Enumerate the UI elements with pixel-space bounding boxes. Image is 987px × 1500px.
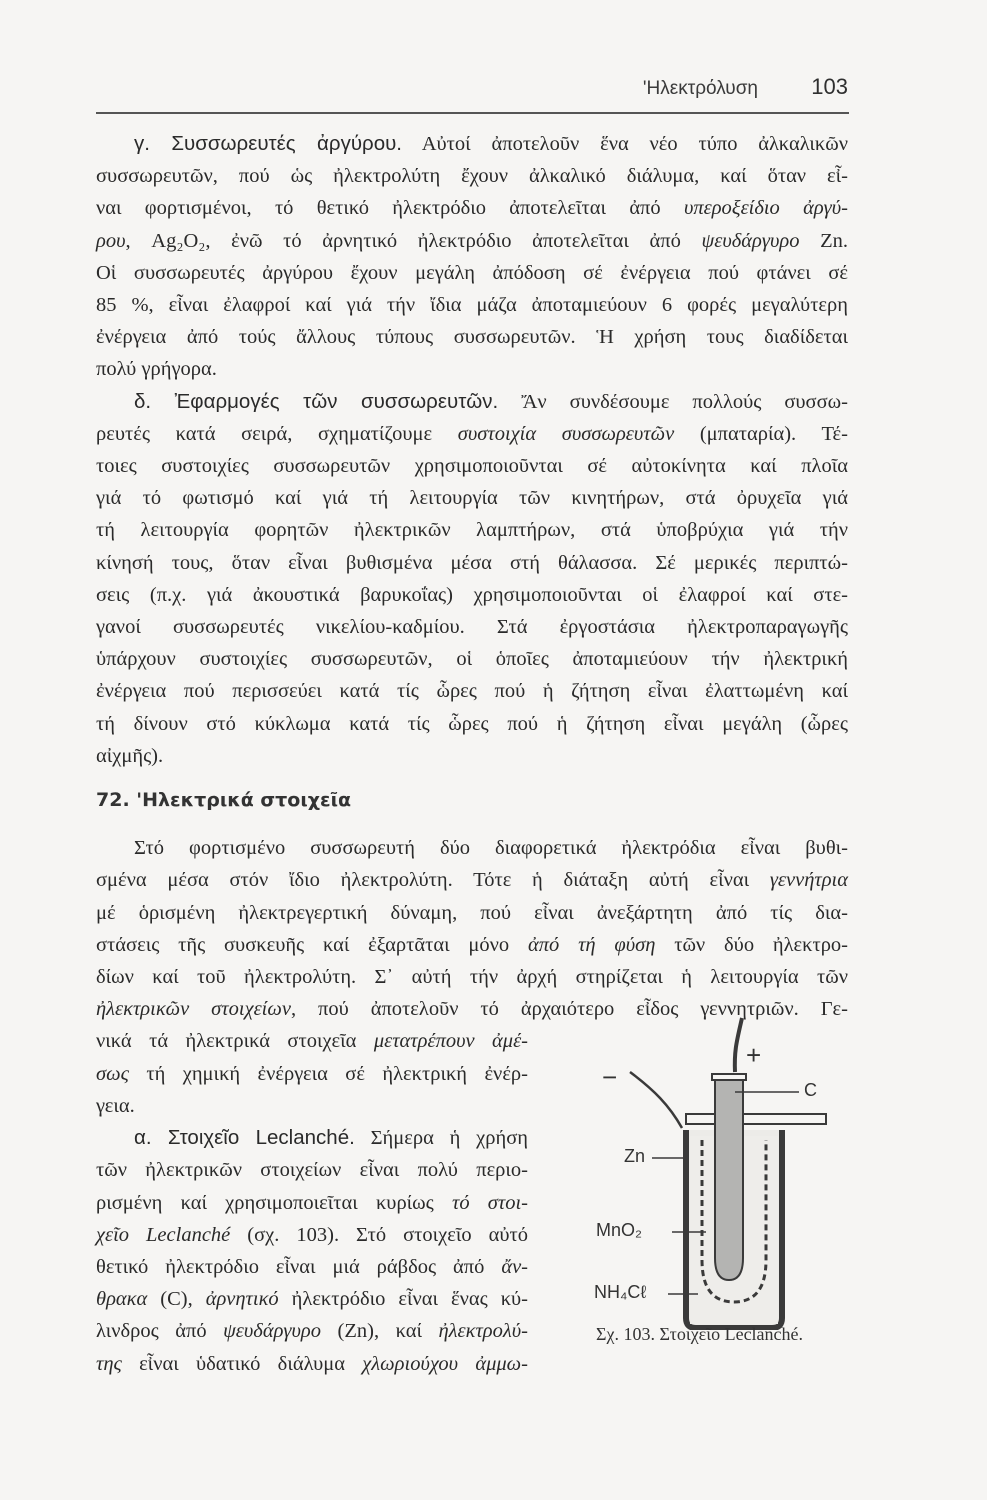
page-number: 103: [811, 74, 848, 99]
paragraph-line: Στό φορτισμένο συσσωρευτή δύο διαφορετικά ἠλεκτρόδια εἶναι βυθι-: [134, 837, 848, 860]
paragraph-line: σως τή χημική ἐνέργεια σέ ἠλεκτρική ἐνέρ-: [96, 1062, 528, 1085]
paragraph-line: θρακα (C), ἀρνητικό ἠλεκτρόδιο εἶναι ἕνας κύ-: [96, 1288, 529, 1311]
paragraph-line: πολύ γρήγορα.: [96, 358, 217, 381]
paragraph-line: ρισμένη καί χρησιμοποιεῖται κυρίως τό στοι-: [96, 1191, 529, 1214]
leclanche-cell-figure: [594, 1010, 864, 1355]
running-title: 'Ηλεκτρόλυση: [642, 78, 758, 99]
figure-caption: Σχ. 103. Στοιχεῖο Leclanché.: [596, 1324, 804, 1344]
paragraph-line: νικά τά ἠλεκτρικά στοιχεῖα μετατρέπουν ἀμέ-: [96, 1030, 528, 1053]
paragraph-line: α. Στοιχεῖο Leclanché. Σήμερα ἡ χρήση: [134, 1126, 529, 1150]
carbon-label: C: [804, 1080, 817, 1100]
manganese-dioxide-label: MnO₂: [596, 1220, 642, 1240]
section-lead: γ. Συσσωρευτές ἀργύρου.: [134, 132, 402, 155]
paragraph-line: 85 %, εἶναι ἐλαφροί καί γιά τήν ἴδια μάζα ἀποταμιεύουν 6 φορές μεγαλύτερη: [96, 294, 848, 317]
negative-terminal-label: −: [602, 1062, 618, 1092]
zinc-label: Zn: [624, 1146, 646, 1166]
paragraph-line: τῶν ἠλεκτρικῶν στοιχείων εἶναι πολύ περιο-: [96, 1159, 528, 1182]
section-heading: 72. 'Ηλεκτρικά στοιχεῖα: [96, 789, 352, 812]
paragraph-line: στάσεις τῆς συσκευῆς καί ἐξαρτᾶται μόνο ἀπό τή φύση τῶν δύο ἠλεκτρο-: [96, 933, 849, 956]
section-accumulator-applications: [96, 386, 848, 772]
paragraph-line: γιά τό φωτισμό καί γιά τή λειτουργία τῶν κινητήρων, στά ὀρυχεῖα γιά: [96, 487, 848, 510]
paragraph-line: ναι φορτισμένοι, τό θετικό ἠλεκτρόδιο ἀποτελεῖται ἀπό υπεροξείδιο ἀργύ-: [96, 197, 848, 220]
paragraph-line: χεῖο Leclanché (σχ. 103). Στό στοιχεῖο αὐτό: [96, 1223, 528, 1246]
paragraph-line: δίων καί τοῦ ἠλεκτρολύτη. Σ᾽ αὐτή τήν ἀρχή στηρίζεται ἡ λειτουργία τῶν: [96, 966, 848, 989]
paragraph-line: τοιες συστοιχίες συσσωρευτῶν χρησιμοποιοῦνται σέ αὐτοκίνητα καί πλοῖα: [96, 455, 848, 478]
section-silver-accumulators: [96, 128, 848, 386]
paragraph-line: λινδρος ἀπό ψευδάργυρο (Zn), καί ἠλεκτρολύ-: [96, 1320, 528, 1343]
paragraph-line: συσσωρευτῶν, πού ὡς ἠλεκτρολύτη ἔχουν ἀλκαλικό διάλυμα, καί ὅταν εἶ-: [96, 165, 848, 188]
paragraph-line: γεια.: [96, 1094, 135, 1117]
paragraph-line: σμένα μέσα στόν ἴδιο ἠλεκτρολύτη. Τότε ἡ διάταξη αὐτή εἶναι γεννήτρια: [96, 869, 848, 892]
page-header: [96, 74, 848, 108]
paragraph-line: θετικό ἠλεκτρόδιο εἶναι μιά ράβδος ἀπό ἄν-: [96, 1255, 528, 1278]
section-lead: δ. Ἐφαρμογές τῶν συσσωρευτῶν.: [134, 389, 499, 413]
paragraph-line: κίνησή τους, ὅταν εἶναι βυθισμένα μέσα στή θάλασσα. Σέ μερικές περιπτώ-: [96, 551, 848, 574]
paragraph-line: ρου, Ag₂O₂, ἐνῶ τό ἀρνητικό ἠλεκτρόδιο ἀποτελεῖται ἀπό ψευδάργυρο Zn.: [96, 229, 848, 252]
paragraph-line: ἠλεκτρικῶν στοιχείων, πού ἀποτελοῦν τό ἀρχαιότερο εἶδος γεννητριῶν. Γε-: [96, 998, 848, 1021]
paragraph-line: τή δίνουν στό κύκλωμα κατά τίς ὧρες πού ἡ ζήτηση εἶναι μεγάλη (ὧρες: [96, 712, 848, 735]
paragraph-line: δ. Ἐφαρμογές τῶν συσσωρευτῶν. Ἄν συνδέσουμε πολλούς συσσω-: [134, 389, 848, 413]
header-rule: [96, 112, 849, 114]
paragraph-line: ὑπάρχουν συστοιχίες συσσωρευτῶν, οἱ ὁποῖες ἀποταμιεύουν τήν ἠλεκτρική: [96, 648, 848, 671]
paragraph-line: ρευτές κατά σειρά, σχηματίζουμε συστοιχία συσσωρευτῶν (μπαταρία). Τέ-: [96, 422, 848, 445]
paragraph-line: μέ ὁρισμένη ἠλεκτρεγερτική δύναμη, πού εἶναι ἀνεξάρτητη ἀπό τίς δια-: [96, 901, 848, 924]
ammonium-chloride-label: NH₄Cℓ: [594, 1282, 647, 1302]
positive-terminal-label: +: [746, 1040, 762, 1070]
paragraph-line: της εἶναι ὑδατικό διάλυμα χλωριούχου ἀμμω-: [96, 1352, 528, 1375]
paragraph-line: ἐνέργεια πού περισσεύει κατά τίς ὧρες πού ἡ ζήτηση εἶναι ἐλαττωμένη καί: [96, 680, 848, 703]
paragraph-line: ἐνέργεια ἀπό τούς ἄλλους τύπους συσσωρευτῶν. Ἡ χρήση τους διαδίδεται: [96, 326, 848, 349]
paragraph-line: σεις (π.χ. γιά ἀκουστικά βαρυκοΐας) χρησιμοποιοῦνται οἱ ἐλαφροί καί στε-: [96, 583, 848, 606]
paragraph-line: Οἱ συσσωρευτές ἀργύρου ἔχουν μεγάλη ἀπόδοση σέ ἐνέργεια πού φτάνει σέ: [96, 261, 848, 284]
paragraph-line: αἰχμῆς).: [96, 744, 164, 767]
section-lead: α. Στοιχεῖο Leclanché.: [134, 1126, 355, 1150]
paragraph-line: τή λειτουργία φορητῶν ἠλεκτρικῶν λαμπτήρων, στά ὑποβρύχια γιά τήν: [96, 519, 848, 542]
paragraph-line: γανοί συσσωρευτές νικελίου-καδμίου. Στά ἐργοστάσια ἠλεκτροπαραγωγῆς: [96, 616, 848, 639]
paragraph-line: γ. Συσσωρευτές ἀργύρου. Αὐτοί ἀποτελοῦν ἕνα νέο τύπο ἀλκαλικῶν: [134, 132, 848, 155]
